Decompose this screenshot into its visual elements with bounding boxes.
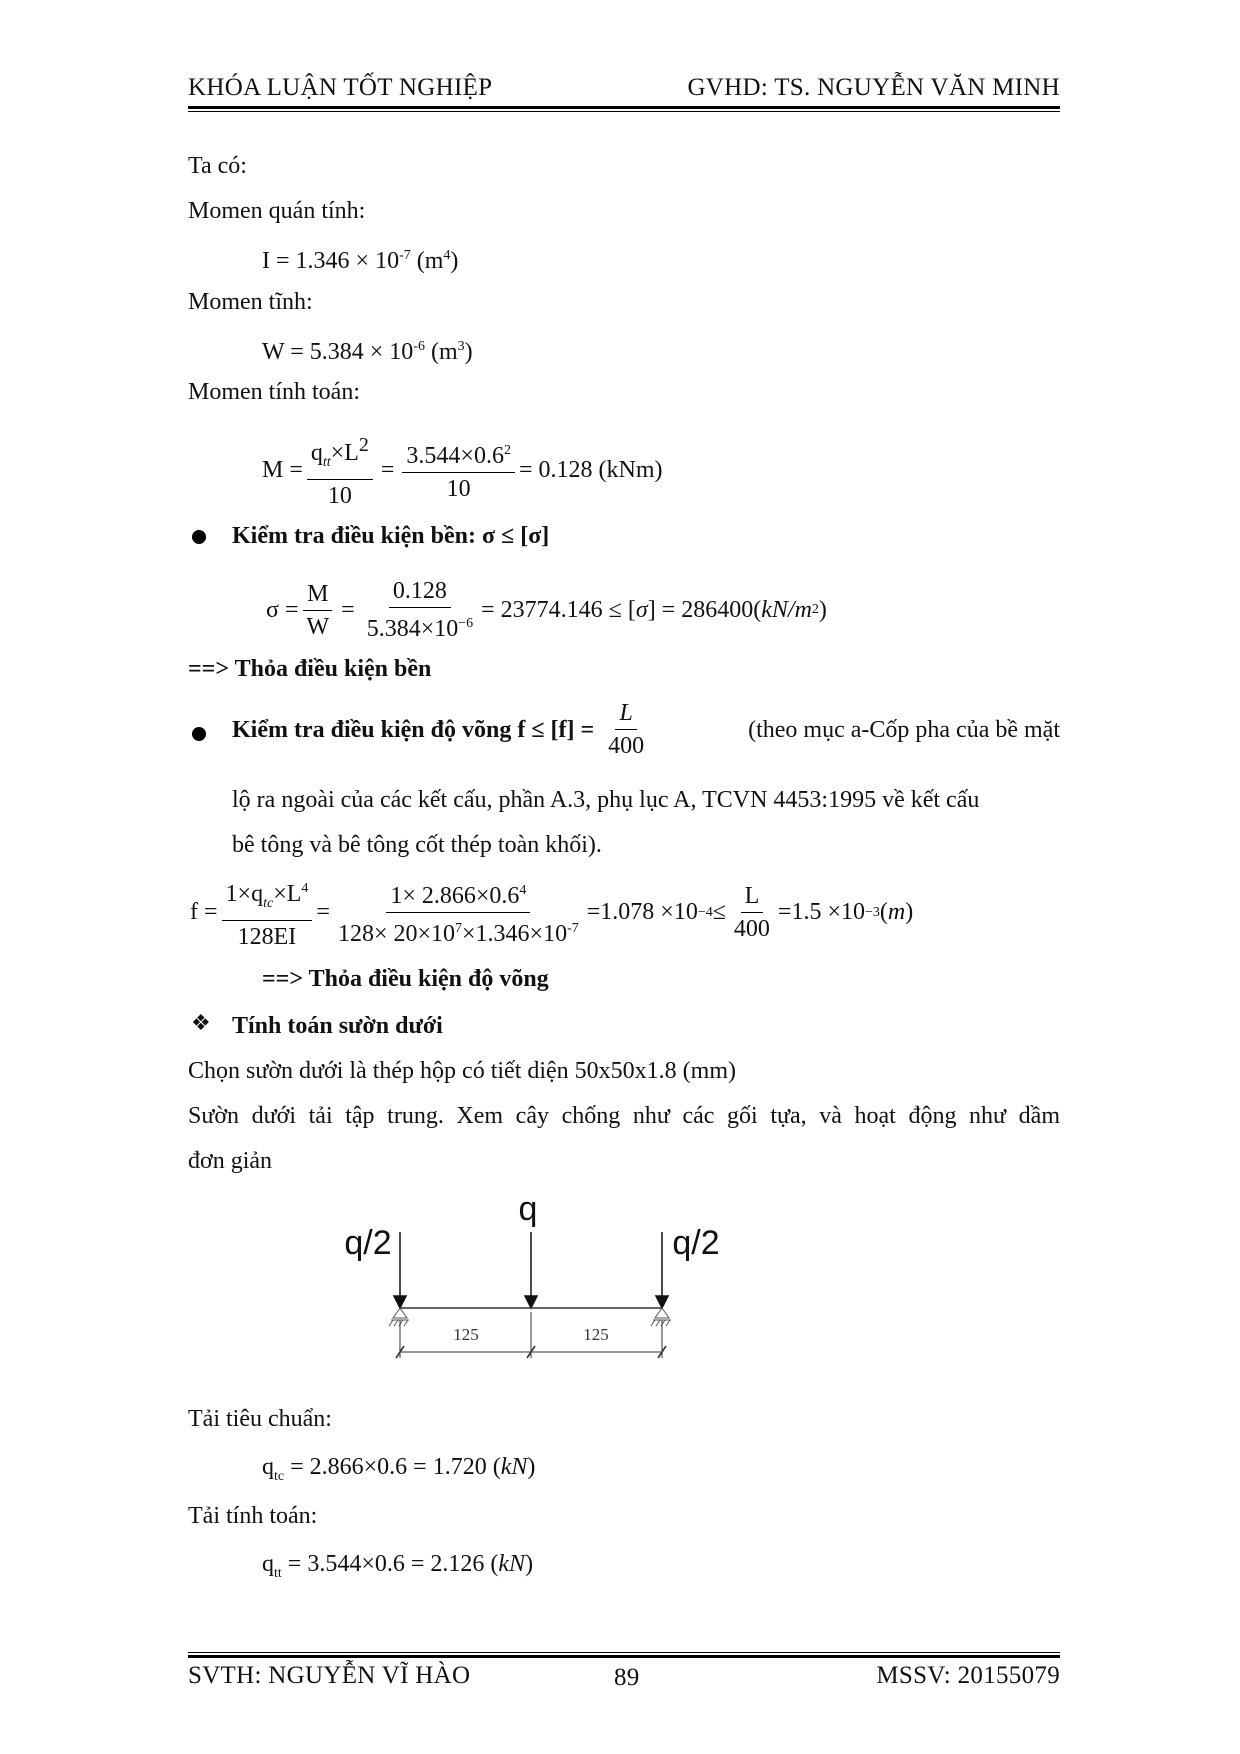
right-span-dimension: 125 — [583, 1325, 609, 1344]
header-rule — [188, 106, 1060, 109]
left-span-dimension: 125 — [453, 1325, 479, 1344]
bullet-icon — [192, 727, 206, 741]
footer-left: SVTH: NGUYỄN VĨ HÀO — [188, 1662, 471, 1689]
strength-equation: σ = $\frac{M}{W}$ = $\frac{0.128}{5.384\times 10^{-6}}$ = 23774.146 ≤ [ σ ] = 286400( kN / m 2 ) — [266, 578, 827, 642]
header-right: GVHD: TS. NGUYỄN VĂN MINH — [687, 74, 1060, 101]
deflection-heading: Kiểm tra điều kiện độ võng f ≤ [f] = — [232, 716, 595, 743]
moment-fraction-2: $\frac{3.544\times 0.6^2}{10}$ — [402, 438, 515, 502]
center-arrowhead-icon — [525, 1296, 537, 1308]
calc-load-equation: $q_{tt} = 3.544\times 0.6 = 2.126$ (kN) — [262, 1551, 534, 1581]
deflection-note-3: bê tông và bê tông cốt thép toàn khối). — [232, 832, 602, 858]
deflection-fraction-3: $\frac{L}{400}$ — [733, 883, 770, 943]
deflection-equation: f = $\frac{1\times q_{tc}\times L^4}{128EI}$ = $\frac{1\times 2.866\times 0.6^4}{128\times 20\times 10^7\times 1.346\times 10^{-7}}$ =1.078 ×10 −4 ≤ $\frac{L}{400}$ =1.5 ×10 −3 ( m ) — [190, 876, 913, 950]
deflection-ok: ==> Thỏa điều kiện độ võng — [262, 966, 549, 992]
strength-heading: Kiểm tra điều kiện bền: σ ≤ [σ] — [232, 523, 550, 549]
static-label: Momen tĩnh: — [188, 289, 313, 315]
std-load-label: Tải tiêu chuẩn: — [188, 1406, 332, 1432]
left-support-icon — [389, 1308, 409, 1326]
deflection-line — [232, 700, 1060, 759]
bullet-icon — [192, 530, 206, 544]
left-load-label: q/2 — [344, 1224, 392, 1262]
deflection-note-1: (theo mục a-Cốp pha của bề mặt — [748, 716, 1060, 743]
deflection-limit-fraction: $\frac{L}{400}$ — [608, 700, 645, 759]
footer-rule — [188, 1655, 1060, 1658]
strength-fraction-1: $\frac{M}{W}$ — [302, 581, 333, 640]
strength-fraction-2: $\frac{0.128}{5.384\times 10^{-6}}$ — [366, 578, 474, 642]
calc-load-label: Tải tính toán: — [188, 1503, 318, 1529]
left-arrowhead-icon — [394, 1296, 406, 1308]
deflection-fraction-1: $\frac{1\times q_{tc}\times L^4}{128EI}$ — [222, 876, 313, 950]
right-support-icon — [651, 1308, 671, 1326]
footer-right: MSSV: 20155079 — [876, 1662, 1060, 1689]
moment-equation: M = $\frac{q_{tt}\times L^2}{10}$ = $\frac{3.544\times 0.6^2}{10}$ = 0.128 (kNm) — [262, 434, 663, 509]
moment-fraction-1: $\frac{q_{tt}\times L^2}{10}$ — [307, 432, 373, 509]
beam-diagram — [300, 1190, 760, 1380]
rib-paragraph-2-line-1: Sườn dưới tải tập trung. Xem cây chống như các gối tựa, và hoạt động như dầm — [188, 1103, 1060, 1129]
right-load-label: q/2 — [672, 1224, 720, 1262]
dimension-line — [396, 1312, 666, 1358]
deflection-fraction-2: $\frac{1\times 2.866\times 0.6^4}{128\times 20\times 10^7\times 1.346\times 10^{-7}}$ — [334, 878, 583, 947]
page-number: 89 — [614, 1664, 640, 1691]
deflection-note-2: lộ ra ngoài của các kết cấu, phần A.3, phụ lục A, TCVN 4453:1995 về kết cấu — [232, 787, 980, 813]
static-equation: $W = 5.384 \times 10^{-6}$ $(m^3)$ — [262, 339, 473, 365]
diamond-bullet-icon: ❖ — [191, 1010, 211, 1035]
rib-paragraph-2-line-2: đơn giản — [188, 1148, 273, 1174]
right-arrowhead-icon — [656, 1296, 668, 1308]
moment-label: Momen tính toán: — [188, 379, 360, 405]
footer-rule-thin — [188, 1652, 1060, 1653]
inertia-equation: $I = 1.346 \times 10^{-7}$ $(m^4)$ — [262, 248, 459, 274]
header-rule-thin — [188, 111, 1060, 112]
rib-paragraph-1: Chọn sườn dưới là thép hộp có tiết diện 50x50x1.8 (mm) — [188, 1058, 737, 1084]
inertia-label: Momen quán tính: — [188, 198, 366, 224]
intro-text: Ta có: — [188, 153, 247, 179]
header-left: KHÓA LUẬN TỐT NGHIỆP — [188, 74, 493, 101]
center-load-label: q — [518, 1190, 538, 1228]
strength-ok: ==> Thỏa điều kiện bền — [188, 656, 432, 682]
rib-heading: Tính toán sườn dưới — [232, 1013, 443, 1039]
std-load-equation: $q_{tc} = 2.866\times 0.6 = 1.720$ (kN) — [262, 1454, 536, 1484]
